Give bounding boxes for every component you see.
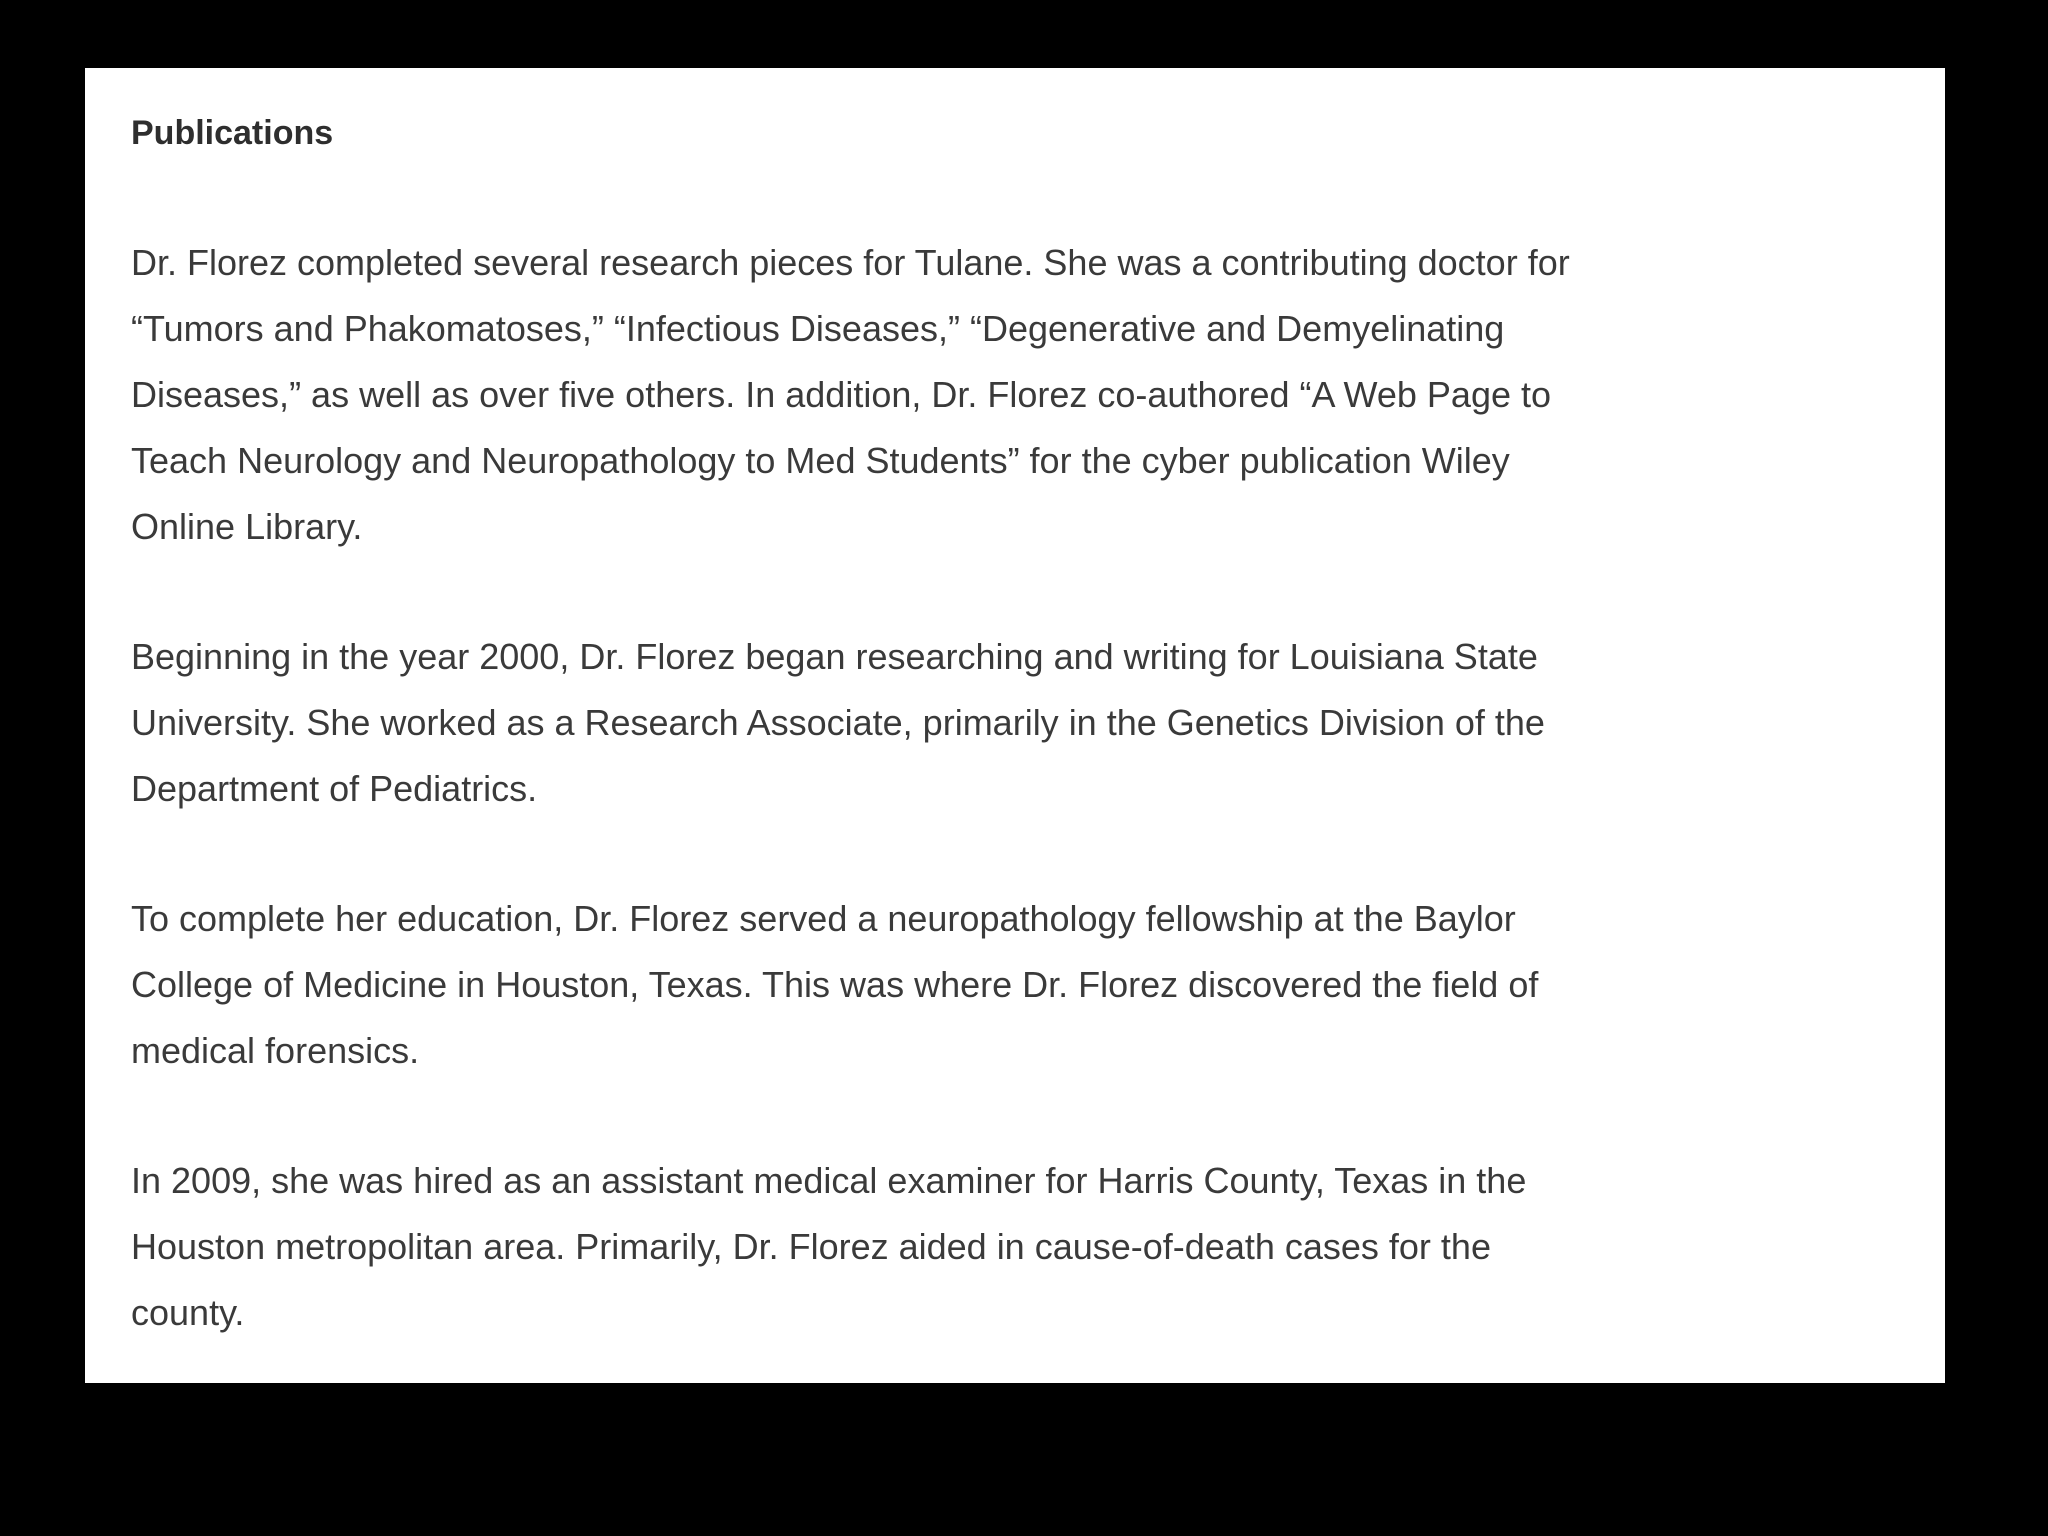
paragraph-line: In 2009, she was hired as an assistant medical examiner for Harris County, Texas in the (131, 1160, 1527, 1201)
paragraph-line: Beginning in the year 2000, Dr. Florez began researching and writing for Louisiana State (131, 636, 1538, 677)
paragraph-baylor-fellowship (131, 886, 1931, 1084)
paragraph-line: College of Medicine in Houston, Texas. This was where Dr. Florez discovered the field of (131, 964, 1539, 1005)
section-heading: Publications (131, 114, 334, 152)
paragraph-line: Dr. Florez completed several research pieces for Tulane. She was a contributing doctor for (131, 242, 1570, 283)
paragraph-tulane-research (131, 230, 1931, 560)
paragraph-harris-county (131, 1148, 1931, 1346)
document-page (85, 68, 1945, 1383)
paragraph-line: Online Library. (131, 506, 363, 547)
paragraph-line: To complete her education, Dr. Florez served a neuropathology fellowship at the Baylor (131, 898, 1516, 939)
paragraph-line: Houston metropolitan area. Primarily, Dr. Florez aided in cause-of-death cases for the (131, 1226, 1491, 1267)
document-content (131, 100, 1931, 1346)
paragraph-line: University. She worked as a Research Associate, primarily in the Genetics Division of the (131, 702, 1545, 743)
paragraph-lsu-research (131, 624, 1931, 822)
paragraph-line: Department of Pediatrics. (131, 768, 538, 809)
paragraph-line: Teach Neurology and Neuropathology to Med Students” for the cyber publication Wiley (131, 440, 1510, 481)
paragraph-line: medical forensics. (131, 1030, 420, 1071)
paragraph-line: Diseases,” as well as over five others. In addition, Dr. Florez co-authored “A Web Page to (131, 374, 1552, 415)
paragraph-line: “Tumors and Phakomatoses,” “Infectious Diseases,” “Degenerative and Demyelinating (131, 308, 1505, 349)
paragraph-line: county. (131, 1292, 245, 1333)
